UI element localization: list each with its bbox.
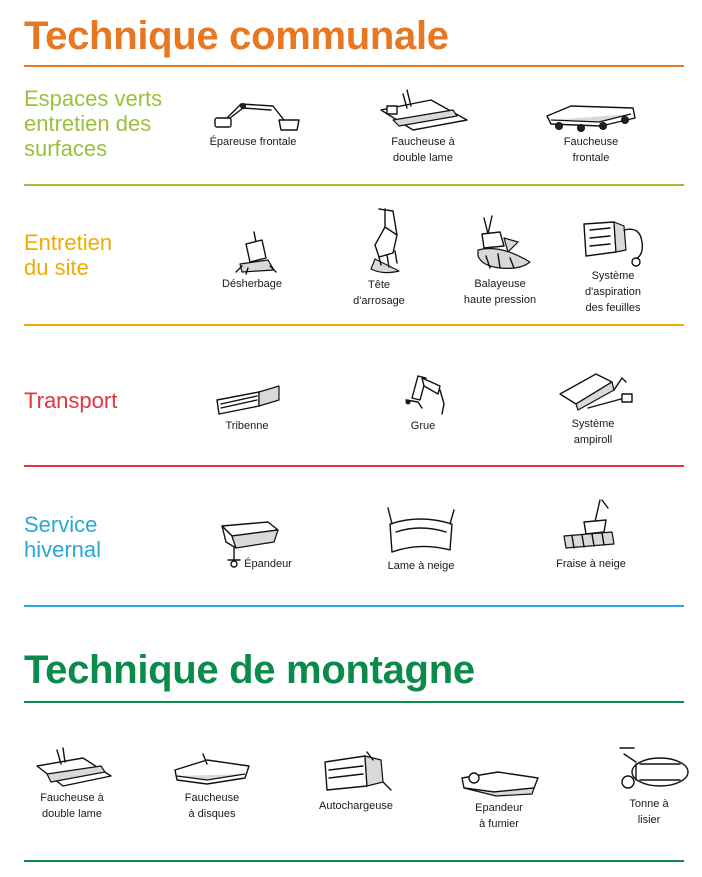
category-label-entretien-site: Entretien du site: [24, 230, 113, 280]
equipment-item: [358, 80, 488, 166]
equipment-item: [314, 205, 444, 309]
equipment-item: [358, 364, 488, 434]
equipment-label: Faucheuse à disques: [184, 792, 240, 820]
equipment-label: Epandeur à fumier: [475, 802, 523, 830]
section-divider: [24, 860, 684, 862]
section-divider: [24, 65, 684, 67]
equipment-item: [182, 378, 312, 434]
section-title-communal: Technique communale: [24, 14, 449, 58]
equipment-label: Système d'aspiration des feuilles: [585, 270, 641, 314]
equipment-label: Faucheuse à double lame: [391, 136, 455, 164]
equipment-label: Tonne à lisier: [629, 798, 669, 826]
front-mower-icon: [541, 96, 641, 134]
section-title-montagne: Technique de montagne: [24, 648, 475, 692]
equipment-item: [291, 748, 421, 814]
double-blade-mower-icon: [27, 742, 117, 790]
equipment-item: [435, 212, 565, 308]
equipment-item: [356, 502, 486, 574]
equipment-label: Épareuse frontale: [209, 136, 297, 148]
section-divider: [24, 701, 684, 703]
equipment-label: Autochargeuse: [319, 800, 393, 812]
equipment-item: [183, 516, 313, 572]
snow-blower-icon: [546, 496, 636, 556]
equipment-label: Faucheuse frontale: [563, 136, 619, 164]
equipment-label: Balayeuse haute pression: [463, 278, 537, 306]
watering-head-icon: [339, 205, 419, 277]
equipment-item: [188, 92, 318, 150]
equipment-label: Lame à neige: [387, 560, 455, 572]
section-divider: [24, 605, 684, 607]
equipment-item: [584, 742, 702, 828]
front-flail-mower-icon: [203, 92, 303, 134]
equipment-label: Tête d'arrosage: [353, 279, 405, 307]
snow-plow-icon: [376, 502, 466, 558]
tipper-icon: [207, 378, 287, 418]
equipment-item: [434, 764, 564, 832]
manure-spreader-icon: [454, 764, 544, 800]
equipment-item: [187, 226, 317, 292]
slurry-tank-icon: [604, 742, 694, 796]
loader-wagon-icon: [311, 748, 401, 798]
equipment-label: Désherbage: [222, 278, 282, 290]
equipment-label: Grue: [410, 420, 436, 432]
equipment-label: Faucheuse à double lame: [40, 792, 104, 820]
section-divider: [24, 184, 684, 186]
equipment-item: [528, 368, 658, 448]
crane-icon: [378, 364, 468, 418]
equipment-item: [526, 496, 656, 572]
disc-mower-icon: [167, 750, 257, 790]
equipment-label: Tribenne: [225, 420, 269, 432]
equipment-item: [147, 750, 277, 822]
section-divider: [24, 465, 684, 467]
hooklift-icon: [548, 368, 638, 416]
category-label-transport: Transport: [24, 388, 118, 413]
equipment-label: Système ampiroll: [571, 418, 615, 446]
equipment-item: [526, 96, 656, 166]
equipment-label: Épandeur: [244, 558, 292, 570]
high-pressure-sweeper-icon: [460, 212, 540, 276]
leaf-vacuum-icon: [568, 216, 658, 268]
category-label-service-hivernal: Service hivernal: [24, 512, 102, 562]
equipment-item: [7, 742, 137, 822]
equipment-item: [548, 216, 678, 316]
double-blade-mower-icon: [373, 80, 473, 134]
weeding-icon: [212, 226, 292, 276]
section-divider: [24, 324, 684, 326]
category-label-espaces-verts: Espaces verts entretien des surfaces: [24, 86, 163, 161]
equipment-label: Fraise à neige: [556, 558, 626, 570]
